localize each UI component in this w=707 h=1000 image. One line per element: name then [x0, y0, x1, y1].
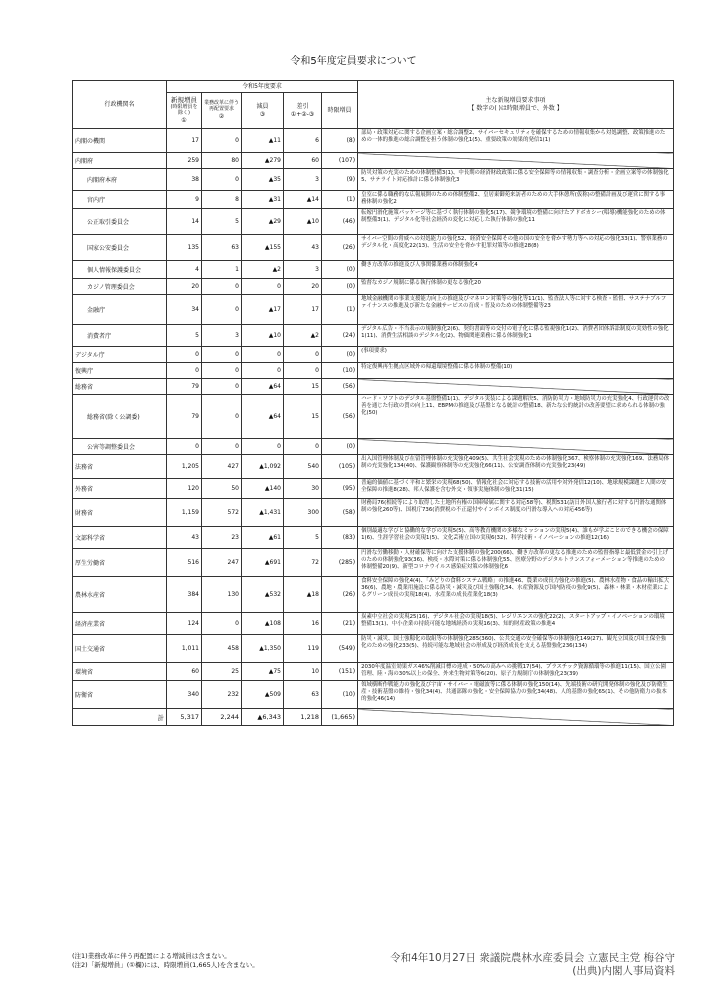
request-items: 普遍的価値に基づく平和と繁栄の実現68(50)、情報化社会に対応する技術の活用や対外発信12(10)、地球規模課題と人間の安全保障の推進8(28)、邦人保護を含む外交・領事実施体制の強化31(15) [358, 479, 674, 499]
temp-count: (0) [322, 347, 358, 363]
cut-count: ▲279 [242, 153, 284, 169]
request-items: サイバー空間の脅威への対処能力の強化52、経済安全保障その他の国の安全を脅かす勢力等への対応の強化33(1)、警察業務のデジタル化・高度化22(13)、生活の安全を脅かす犯罪対策等の推進28(8) [358, 235, 674, 261]
new-count: 0 [167, 347, 202, 363]
table-row [73, 379, 674, 395]
cut-count: 0 [242, 439, 284, 455]
header-diff [284, 93, 322, 129]
cut-count: ▲140 [242, 479, 284, 499]
diff-count: ▲2 [284, 325, 322, 347]
table-row [73, 663, 674, 681]
temp-count: (46) [322, 209, 358, 235]
temp-count: (24) [322, 325, 358, 347]
temp-count: (56) [322, 395, 358, 439]
org-name: 厚生労働省 [73, 549, 167, 577]
header-diff-mark: ①+②-③ [290, 110, 315, 118]
table-row [73, 479, 674, 499]
request-items: 特定復興再生拠点区域外の帰還環境整備に係る体制の整備(10) [358, 363, 674, 379]
realloc-count: 247 [202, 549, 242, 577]
footer-line1: 令和4年10月27日 衆議院農林水産委員会 立憲民主党 梅谷守 [390, 952, 675, 964]
org-name: 国家公安委員会 [73, 235, 167, 261]
request-items: 皇室に係る職務的な広報展開のための体制整備2、皇居東御苑来訪者のための大手休憩所(仮称)の整備計画及び運営に関する事務体制の強化2 [358, 191, 674, 209]
cut-count: ▲509 [242, 681, 284, 709]
header-req-note: 【 数字の( )は時限増員で、外数 】 [468, 104, 563, 112]
table-row [73, 169, 674, 191]
header-realloc-mark: ② [218, 112, 225, 120]
header-realloc [202, 93, 242, 129]
realloc-count: 427 [202, 455, 242, 479]
org-name: 環境省 [73, 663, 167, 681]
temp-count: (83) [322, 527, 358, 549]
table-body [73, 129, 674, 709]
temp-count: (1) [322, 191, 358, 209]
header-req-title: 主な新規増員要求事項 [485, 97, 546, 105]
temp-count: (0) [322, 439, 358, 455]
table-row [73, 635, 674, 663]
diff-count: 63 [284, 681, 322, 709]
cut-count: ▲155 [242, 235, 284, 261]
notes [72, 952, 259, 970]
cut-count: 0 [242, 279, 284, 295]
header-req [358, 81, 674, 129]
table-row [73, 499, 674, 527]
new-count: 516 [167, 549, 202, 577]
cut-count: ▲1,092 [242, 455, 284, 479]
table-row [73, 527, 674, 549]
org-name: デジタル庁 [73, 347, 167, 363]
temp-count: (0) [322, 261, 358, 279]
new-count: 340 [167, 681, 202, 709]
realloc-count: 0 [202, 439, 242, 455]
new-count: 384 [167, 577, 202, 613]
realloc-count: 0 [202, 347, 242, 363]
org-name: 金融庁 [73, 295, 167, 325]
page-title: 令和5年度定員要求について [290, 56, 417, 67]
table-row [73, 395, 674, 439]
org-name: 個人情報保護委員会 [73, 261, 167, 279]
table-row [73, 235, 674, 261]
new-count: 1,205 [167, 455, 202, 479]
request-items: 防災・減災、国土強靱化の取組等の体制強化285(360)、公共交通の安全確保等の体制強化149(27)、観光立国及び国土保全強化のための強化233(5)、持続可能な地域社会の形成及び経済成長を支える基盤強化236(134) [358, 635, 674, 663]
cut-count: ▲10 [242, 325, 284, 347]
temp-count: (58) [322, 499, 358, 527]
table-row [73, 363, 674, 379]
header-new-label: 新規増員 [171, 96, 197, 105]
diff-count: 60 [284, 153, 322, 169]
cut-count: ▲691 [242, 549, 284, 577]
table-row [73, 549, 674, 577]
request-items: 財務局76(相続等により取得した土地所有権の国庫帰属に関する対応58等)、税関531(訪日外国人旅行者に対する円滑な通関体制の強化260等)、国税庁736(消費税の不正還付やインボイス制度の円滑な導入への対応456等) [358, 499, 674, 527]
realloc-count: 3 [202, 325, 242, 347]
request-items: 2030年度温室効果ガス46%削減目標の達成・50%の高みへの挑戦17(54)、プラスチック資源循環等の推進11(15)、国立公園管理、陸・海の30%以上の保全、外来生物対策等6(20)、原子力規制庁の体制強化23(39) [358, 663, 674, 681]
diff-count: 3 [284, 261, 322, 279]
new-count: 0 [167, 439, 202, 455]
cut-count: ▲2 [242, 261, 284, 279]
diff-count: 119 [284, 635, 322, 663]
source-footer [390, 952, 675, 978]
new-count: 17 [167, 129, 202, 153]
request-items [358, 379, 674, 395]
temp-count: (10) [322, 363, 358, 379]
realloc-count: 1 [202, 261, 242, 279]
cut-count: ▲64 [242, 395, 284, 439]
new-count: 60 [167, 663, 202, 681]
total-row [73, 709, 674, 726]
new-count: 34 [167, 295, 202, 325]
table-row [73, 279, 674, 295]
total-new: 5,317 [167, 709, 202, 726]
org-name: 経済産業省 [73, 613, 167, 635]
table-row [73, 347, 674, 363]
new-count: 79 [167, 395, 202, 439]
realloc-count: 63 [202, 235, 242, 261]
temp-count: (95) [322, 479, 358, 499]
diff-count: 5 [284, 527, 322, 549]
org-name: 内閣の機関 [73, 129, 167, 153]
org-name: 財務省 [73, 499, 167, 527]
org-name: 外務省 [73, 479, 167, 499]
cut-count: 0 [242, 363, 284, 379]
cut-count: ▲35 [242, 169, 284, 191]
table-row [73, 295, 674, 325]
diff-count: 300 [284, 499, 322, 527]
new-count: 79 [167, 379, 202, 395]
header-org: 行政機関名 [73, 81, 167, 129]
temp-count: (0) [322, 279, 358, 295]
temp-count: (10) [322, 681, 358, 709]
table-row [73, 153, 674, 169]
table-row [73, 325, 674, 347]
diff-count: 15 [284, 379, 322, 395]
cut-count: ▲61 [242, 527, 284, 549]
org-name: 防衛省 [73, 681, 167, 709]
new-count: 0 [167, 363, 202, 379]
realloc-count: 25 [202, 663, 242, 681]
diff-count: 0 [284, 439, 322, 455]
diff-count: 15 [284, 395, 322, 439]
realloc-count: 8 [202, 191, 242, 209]
realloc-count: 80 [202, 153, 242, 169]
org-name: 総務省 [73, 379, 167, 395]
org-name: 宮内庁 [73, 191, 167, 209]
temp-count: (549) [322, 635, 358, 663]
cut-count: ▲1,350 [242, 635, 284, 663]
new-count: 135 [167, 235, 202, 261]
request-items: 監督なカジノ規制に係る執行体制の更なる強化20 [358, 279, 674, 295]
temp-count: (56) [322, 379, 358, 395]
new-count: 4 [167, 261, 202, 279]
new-count: 38 [167, 169, 202, 191]
org-name: 内閣府本府 [73, 169, 167, 191]
diff-count: 30 [284, 479, 322, 499]
realloc-count: 0 [202, 363, 242, 379]
diff-count: 10 [284, 663, 322, 681]
request-items [358, 153, 674, 169]
diff-count: 43 [284, 235, 322, 261]
header-new [167, 93, 202, 129]
org-name: 消費者庁 [73, 325, 167, 347]
realloc-count: 0 [202, 169, 242, 191]
temp-count: (107) [322, 153, 358, 169]
header-cut-label: 減員 [256, 103, 269, 111]
diff-count: ▲10 [284, 209, 322, 235]
org-name: 国土交通省 [73, 635, 167, 663]
diff-count: 16 [284, 613, 322, 635]
diff-count: 3 [284, 169, 322, 191]
new-count: 124 [167, 613, 202, 635]
request-items: 働き方改革の推進及び人事関係業務の体制強化4 [358, 261, 674, 279]
cut-count: ▲11 [242, 129, 284, 153]
request-items: (事項要求) [358, 347, 674, 363]
request-items: デジタル広告・不当表示の規制強化2(6)、契約書面等の交付の電子化に係る監視強化1(2)、消費者団体訴訟制度の実効性の強化1(11)、消費生活相談のデジタル化(2)、物価関連業務に係る体制強化1 [358, 325, 674, 347]
new-count: 1,011 [167, 635, 202, 663]
cut-count: ▲1,431 [242, 499, 284, 527]
note-2: (注2)「新規増員」(①欄)には、時限増員(1,665人)を含まない。 [72, 961, 259, 969]
request-items: 領域横断作戦能力の強化及び宇宙・サイバー・電磁波等に係る体制の強化150(14)、先端技術の研究開発体制の強化及び防衛生産・技術基盤の維持・強化34(4)、共通部隊の強化・安全保障協力の強化34(48)、人的基盤の強化65(1)、その他防衛力の抜本的強化46(14) [358, 681, 674, 709]
request-items: 地域金融機関の事業支援能力向上の推進及びマネロン対策等の強化等11(1)、監査法人等に対する検査・監督、サステナブルファイナンスの推進及び新たな金融サービスの育成・普及のための体制整備等23 [358, 295, 674, 325]
header-diff-label: 差引 [296, 103, 309, 111]
table-row [73, 191, 674, 209]
realloc-count: 0 [202, 279, 242, 295]
request-items [358, 439, 674, 455]
new-count: 5 [167, 325, 202, 347]
temp-count: (105) [322, 455, 358, 479]
org-name: カジノ管理委員会 [73, 279, 167, 295]
request-items: 食料安全保障の強化4(4)、「みどりの食料システム戦略」の推進46、農業の成長力強化の推進(5)、農林水産物・食品の輸出拡大36(6)、農地・農業用施設に係る防災・減災及び国土強靱化34、水産資源及び国内防疫の強化9(5)、森林・林業・木材産業によるグリーン成長の実現18(4)、水産業の成長産業化18(3) [358, 577, 674, 613]
org-name: 法務省 [73, 455, 167, 479]
cut-count: ▲31 [242, 191, 284, 209]
temp-count: (8) [322, 129, 358, 153]
realloc-count: 0 [202, 379, 242, 395]
table-row [73, 129, 674, 153]
table-row [73, 439, 674, 455]
org-name: 内閣府 [73, 153, 167, 169]
table-row [73, 613, 674, 635]
new-count: 9 [167, 191, 202, 209]
table-row [73, 455, 674, 479]
cut-count: ▲17 [242, 295, 284, 325]
header-new-note: (時限増員を除く) [170, 104, 198, 116]
org-name: 公害等調整委員会 [73, 439, 167, 455]
request-items: 炭素中立社会の実現25(16)、デジタル社会の実現18(5)、レジリエンスの強化22(2)、スタートアップ・イノベーションの環境整備13(1)、中小企業の持続可能な地域経済の実現16(3)、知的財産政策の推進4 [358, 613, 674, 635]
header-cut [242, 93, 284, 129]
diff-count: 72 [284, 549, 322, 577]
table-row [73, 681, 674, 709]
total-temp: (1,665) [322, 709, 358, 726]
new-count: 14 [167, 209, 202, 235]
realloc-count: 5 [202, 209, 242, 235]
header-group: 令和5年度要求 [167, 81, 358, 93]
diff-count: 6 [284, 129, 322, 153]
realloc-count: 572 [202, 499, 242, 527]
header-temp: 時限増員 [322, 93, 358, 129]
org-name: 公正取引委員会 [73, 209, 167, 235]
header-realloc-label: 業務改革に伴う再配置要求 [204, 100, 240, 112]
new-count: 20 [167, 279, 202, 295]
temp-count: (151) [322, 663, 358, 681]
total-req-empty [358, 709, 674, 726]
diff-count: 0 [284, 347, 322, 363]
total-cut: ▲6,343 [242, 709, 284, 726]
realloc-count: 23 [202, 527, 242, 549]
request-items: 部局・政策対応に関する企画立案・総合調整2、サイバーセキュリティを確保するための情報収集から対処調整、政策推進のための一体的推進の総合調整を担う体制の強化1(5)、重要政策の効果的発信1(1) [358, 129, 674, 153]
cut-count: ▲532 [242, 577, 284, 613]
cut-count: 0 [242, 347, 284, 363]
temp-count: (9) [322, 169, 358, 191]
diff-count: ▲14 [284, 191, 322, 209]
diff-count: 17 [284, 295, 322, 325]
realloc-count: 232 [202, 681, 242, 709]
realloc-count: 50 [202, 479, 242, 499]
request-items: 転嫁円滑化施策パッケージ等に基づく執行体制の強化5(17)、競争環境の整備に向けたアドボカシー(唱導)機能強化のための体制整備3(1)、デジタル化等社会経済の変化に対応した執行体制の強化11 [358, 209, 674, 235]
new-count: 259 [167, 153, 202, 169]
org-name: 文部科学省 [73, 527, 167, 549]
realloc-count: 0 [202, 613, 242, 635]
table-row [73, 577, 674, 613]
header-new-mark: ① [181, 116, 187, 124]
realloc-count: 0 [202, 129, 242, 153]
table-header [73, 81, 674, 129]
request-items: 出入国管理体制及び在留管理体制の充実強化409(5)、共生社会実現のための体制強化367、検察体制の充実強化169、法務局体制の充実強化134(40)、保護観察体制等の充実強化66(11)、公安調査体制の充実強化23(49) [358, 455, 674, 479]
temp-count: (1) [322, 295, 358, 325]
temp-count: (285) [322, 549, 358, 577]
realloc-count: 458 [202, 635, 242, 663]
temp-count: (26) [322, 235, 358, 261]
table-row [73, 261, 674, 279]
cut-count: ▲64 [242, 379, 284, 395]
org-name: 農林水産省 [73, 577, 167, 613]
header-cut-mark: ③ [259, 110, 266, 118]
org-name: 総務省(除く公調委) [73, 395, 167, 439]
request-items: ハード・ソフトのデジタル基盤整備1(1)、デジタル実装による課題解決5、消防防災力・地域防災力の充実強化4、行政運営の改善を通じた行政の質の向上11、EBPMの推進及び基盤となる統計の整備18、新たな公的統計の改善要望に求められる体制の強化(50) [358, 395, 674, 439]
footer-line2: (出典)内閣人事局資料 [572, 965, 675, 977]
cut-count: ▲29 [242, 209, 284, 235]
realloc-count: 0 [202, 295, 242, 325]
request-items: 個別最適な学びと協働的な学びの実現5(5)、高等教育機関の多様なミッションの実現5(4)、誰もが学ぶことのできる機会の保障1(6)、生涯学習社会の実現1(5)、文化芸術立国の実現6(32)、科学技術・イノベーションの推進12(16) [358, 527, 674, 549]
realloc-count: 130 [202, 577, 242, 613]
request-items: 円滑な労働移動・人材確保等に向けた支援体制の強化200(66)、働き方改革の更なる推進のための監督指導と最低賃金の引上げのための体制強化93(36)、検疫・水際対策に係る体制強化55、医療分野のデジタルトランスフォーメーション等推進のための体制整備20(9)、新型コロナウイルス感染症対策の体制強化6 [358, 549, 674, 577]
total-realloc: 2,244 [202, 709, 242, 726]
total-diff: 1,218 [284, 709, 322, 726]
temp-count: (21) [322, 613, 358, 635]
new-count: 1,159 [167, 499, 202, 527]
diff-count: 20 [284, 279, 322, 295]
table-row [73, 209, 674, 235]
new-count: 120 [167, 479, 202, 499]
note-1: (注1)業務改革に伴う再配置による増減員は含まない。 [72, 952, 231, 960]
realloc-count: 0 [202, 395, 242, 439]
staffing-request-table [72, 80, 674, 726]
diff-count: ▲18 [284, 577, 322, 613]
diff-count: 0 [284, 363, 322, 379]
cut-count: ▲108 [242, 613, 284, 635]
diff-count: 540 [284, 455, 322, 479]
new-count: 43 [167, 527, 202, 549]
total-label: 計 [73, 709, 167, 726]
temp-count: (26) [322, 577, 358, 613]
cut-count: ▲75 [242, 663, 284, 681]
request-items: 防災対策の充実のための体制整備3(1)、中長期の経済財政政策に係る安全保障等の情報収集・調査分析・企画立案等の体制強化5、サテライト対応推計に係る体制強化3 [358, 169, 674, 191]
org-name: 復興庁 [73, 363, 167, 379]
